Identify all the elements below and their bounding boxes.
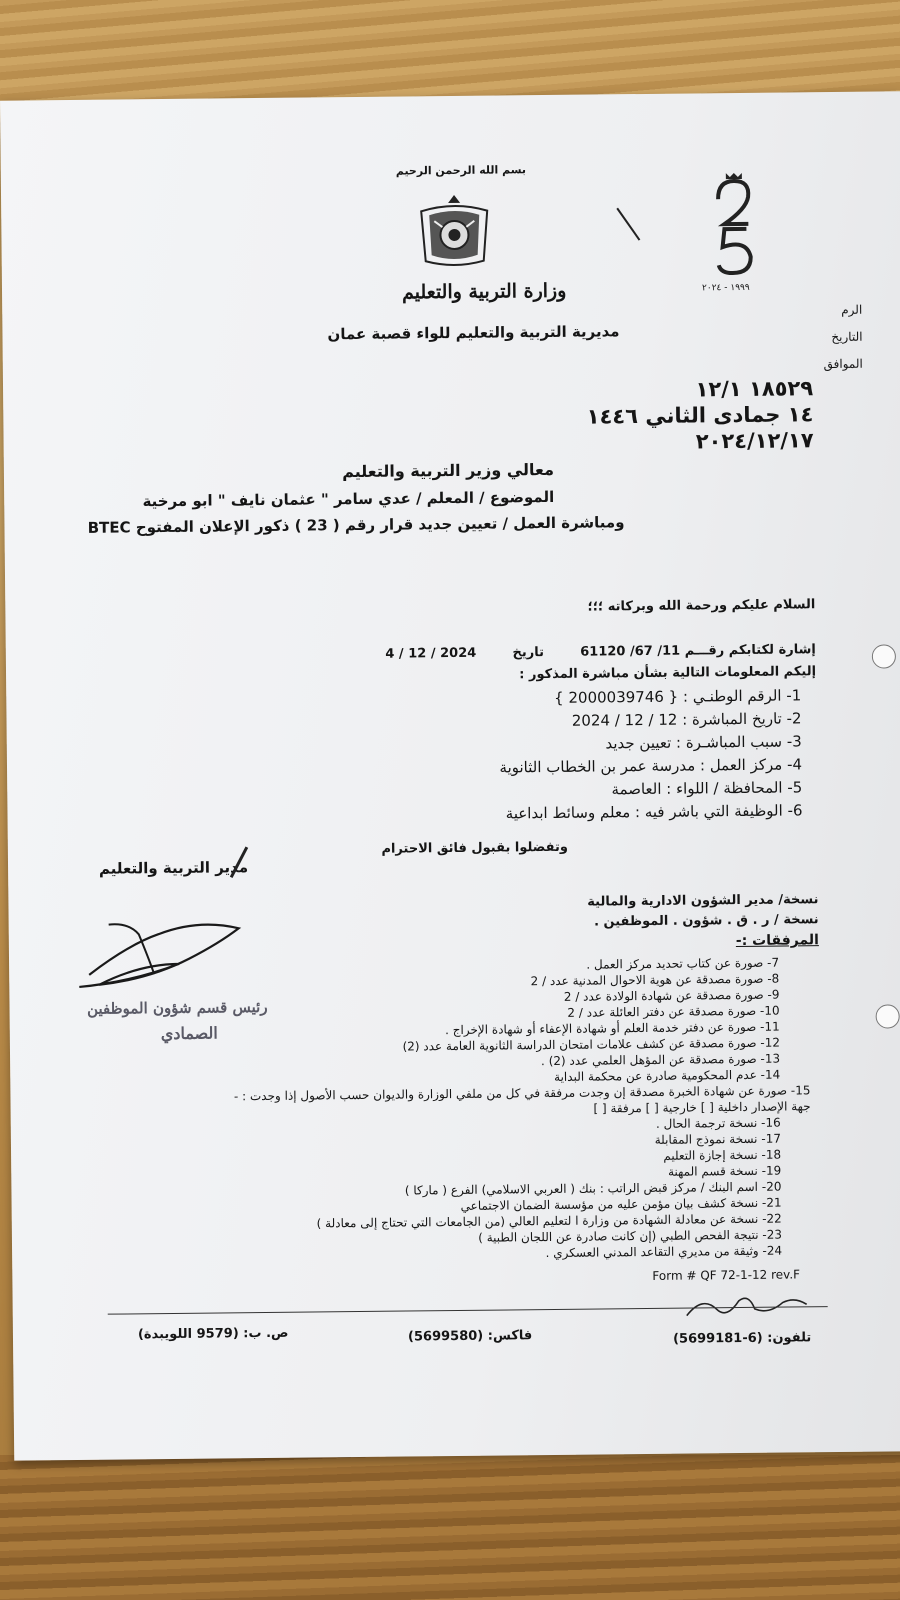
list-item: 20- اسم البنك / مركز قبض الراتب : بنك ( العربي الاسلامي) الفرع ( ماركا ) — [404, 1179, 782, 1198]
list-item: 2- تاريخ المباشرة : 12 / 12 / 2024 — [571, 709, 802, 730]
basmala: بسم الله الرحمن الرحيم — [395, 163, 527, 178]
list-item: 10- صورة مصدقة عن دفتر العائلة عدد / 2 — [567, 1003, 780, 1020]
pen-stroke-icon — [223, 843, 253, 883]
list-item: 5- المحافظة / اللواء : العاصمة — [611, 778, 803, 799]
copy-line: نسخة / ر . ق . شؤون . الموظفين . — [593, 912, 819, 930]
ref-number: ١٨٥٢٩ ١٢/١ — [695, 376, 814, 402]
greeting: السلام عليكم ورحمة الله وبركاته ؛؛؛ — [587, 597, 816, 615]
meta-label-date: التاريخ — [831, 329, 863, 345]
signatory-title: مدير التربية والتعليم — [98, 858, 249, 878]
pen-mark-icon — [613, 204, 643, 244]
list-item: 19- نسخة قسم المهنة — [667, 1163, 782, 1179]
footer-phone: تلفون: (6-5699181) — [672, 1330, 812, 1347]
list-item: 21- نسخة كشف بيان مؤمن عليه من مؤسسة الضمان الاجتماعي — [460, 1195, 782, 1213]
list-item: 12- صورة مصدقة عن كشف علامات امتحان الدراسة الثانوية العامة عدد (2) — [402, 1035, 781, 1054]
punch-hole — [876, 1004, 900, 1028]
wooden-table-bottom — [0, 1455, 900, 1600]
list-item: 7- صورة عن كتاب تحديد مركز العمل . — [586, 955, 780, 972]
form-code: Form # QF 72-1-12 rev.F — [652, 1267, 801, 1283]
meta-label-corresponding: الموافق — [823, 356, 863, 372]
hijri-date: ١٤ جمادى الثاني ١٤٤٦ — [586, 402, 814, 429]
reference-block — [586, 375, 814, 455]
jubilee-25-logo-icon — [696, 169, 767, 290]
footer-pobox: ص. ب: (9579 اللويبدة) — [137, 1325, 289, 1343]
copy-line: نسخة/ مدير الشؤون الادارية والمالية — [587, 892, 819, 910]
list-item: 14- عدم المحكومية صادرة عن محكمة البداية — [554, 1067, 781, 1084]
list-item: 17- نسخة نموذج المقابلة — [654, 1131, 782, 1147]
list-item: 1- الرقم الوطنـي : { 2000039746 } — [554, 686, 802, 707]
intro-line: إليكم المعلومات التالية بشأن مباشرة المذكور : — [519, 664, 817, 683]
gregorian-date: ٢٠٢٤/١٢/١٧ — [695, 428, 814, 454]
list-item: 18- نسخة إجازة التعليم — [663, 1147, 782, 1163]
subject-line-2: ومباشرة العمل / تعيين جديد قرار رقم ( 23 ) ذكور الإعلان المفتوح BTEC — [87, 513, 625, 537]
list-item: 11- صورة عن دفتر خدمة العلم أو شهادة الإعفاء أو شهادة الإخراج . — [445, 1019, 780, 1038]
meta-label-ref: الرم — [841, 302, 863, 317]
reference-date-label: تاريخ — [512, 645, 545, 661]
copies-block — [568, 890, 818, 933]
list-item: 3- سبب المباشـرة : تعيين جديد — [605, 732, 802, 753]
list-item: 8- صورة مصدقة عن هوية الاحوال المدنية عدد / 2 — [530, 971, 780, 989]
logo-caption: ١٩٩٩ - ٢٠٢٤ — [701, 282, 750, 294]
ministry-name: وزارة التربية والتعليم — [401, 279, 567, 304]
jordan-coat-of-arms-icon — [409, 190, 500, 271]
list-item: 13- صورة مصدقة عن المؤهل العلمي عدد (2) . — [540, 1051, 781, 1069]
stamp-line-1: رئيس قسم شؤون الموظفين — [86, 997, 268, 1018]
list-item: 6- الوظيفة التي باشر فيه : معلم وسائط ابداعية — [505, 801, 803, 823]
list-item: 16- نسخة ترجمة الحال . — [655, 1115, 781, 1131]
attachments-list — [219, 955, 811, 1265]
list-item: 4- مركز العمل : مدرسة عمر بن الخطاب الثانوية — [499, 755, 803, 777]
punch-hole — [872, 644, 896, 668]
list-item: 22- نسخة عن معادلة الشهادة من وزارة ا لتعليم العالي (من الجامعات التي تحتاج إلى معادلة ) — [316, 1211, 782, 1231]
stamp-line-2: الصمادي — [160, 1023, 218, 1044]
reference-line — [346, 642, 816, 662]
footer-fax: فاكس: (5699580) — [407, 1328, 533, 1345]
list-item: 24- وثيقة من مديري التقاعد المدني العسكري . — [545, 1243, 783, 1261]
list-item: 15- صورة عن شهادة الخبرة مصدقة إن وجدت مرفقة في كل من ملفي الوزارة والديوان حسب الأصول إذا وجدت : - — [233, 1083, 811, 1104]
attachments-title: المرفقات :- — [735, 932, 819, 950]
list-item: 23- نتيجة الفحص الطبي (إن كانت صادرة عن اللجان الطبية ) — [478, 1227, 783, 1245]
meta-labels — [802, 297, 863, 379]
closing-line: وتفضلوا بقبول فائق الاحترام — [381, 839, 568, 857]
reference-date: 2024 / 12 / 4 — [385, 645, 477, 662]
reference-prefix: إشارة لكتابكم رقـــم 11/ 67/ 61120 — [580, 642, 816, 660]
letter-paper — [0, 91, 900, 1460]
handwritten-initials-icon — [682, 1284, 812, 1325]
subject-line-1: الموضوع / المعلم / عدي سامر " عثمان نايف " ابو مرخية — [142, 487, 555, 511]
info-list — [406, 684, 802, 826]
list-item: 9- صورة مصدقة عن شهادة الولادة عدد / 2 — [563, 987, 780, 1004]
list-item: جهة الإصدار داخلية [ ] خارجية [ ] مرفقة [ ] — [593, 1099, 811, 1116]
addressee: معالي وزير التربية والتعليم — [342, 459, 555, 482]
directorate-name: مديرية التربية والتعليم للواء قصبة عمان — [327, 322, 620, 344]
